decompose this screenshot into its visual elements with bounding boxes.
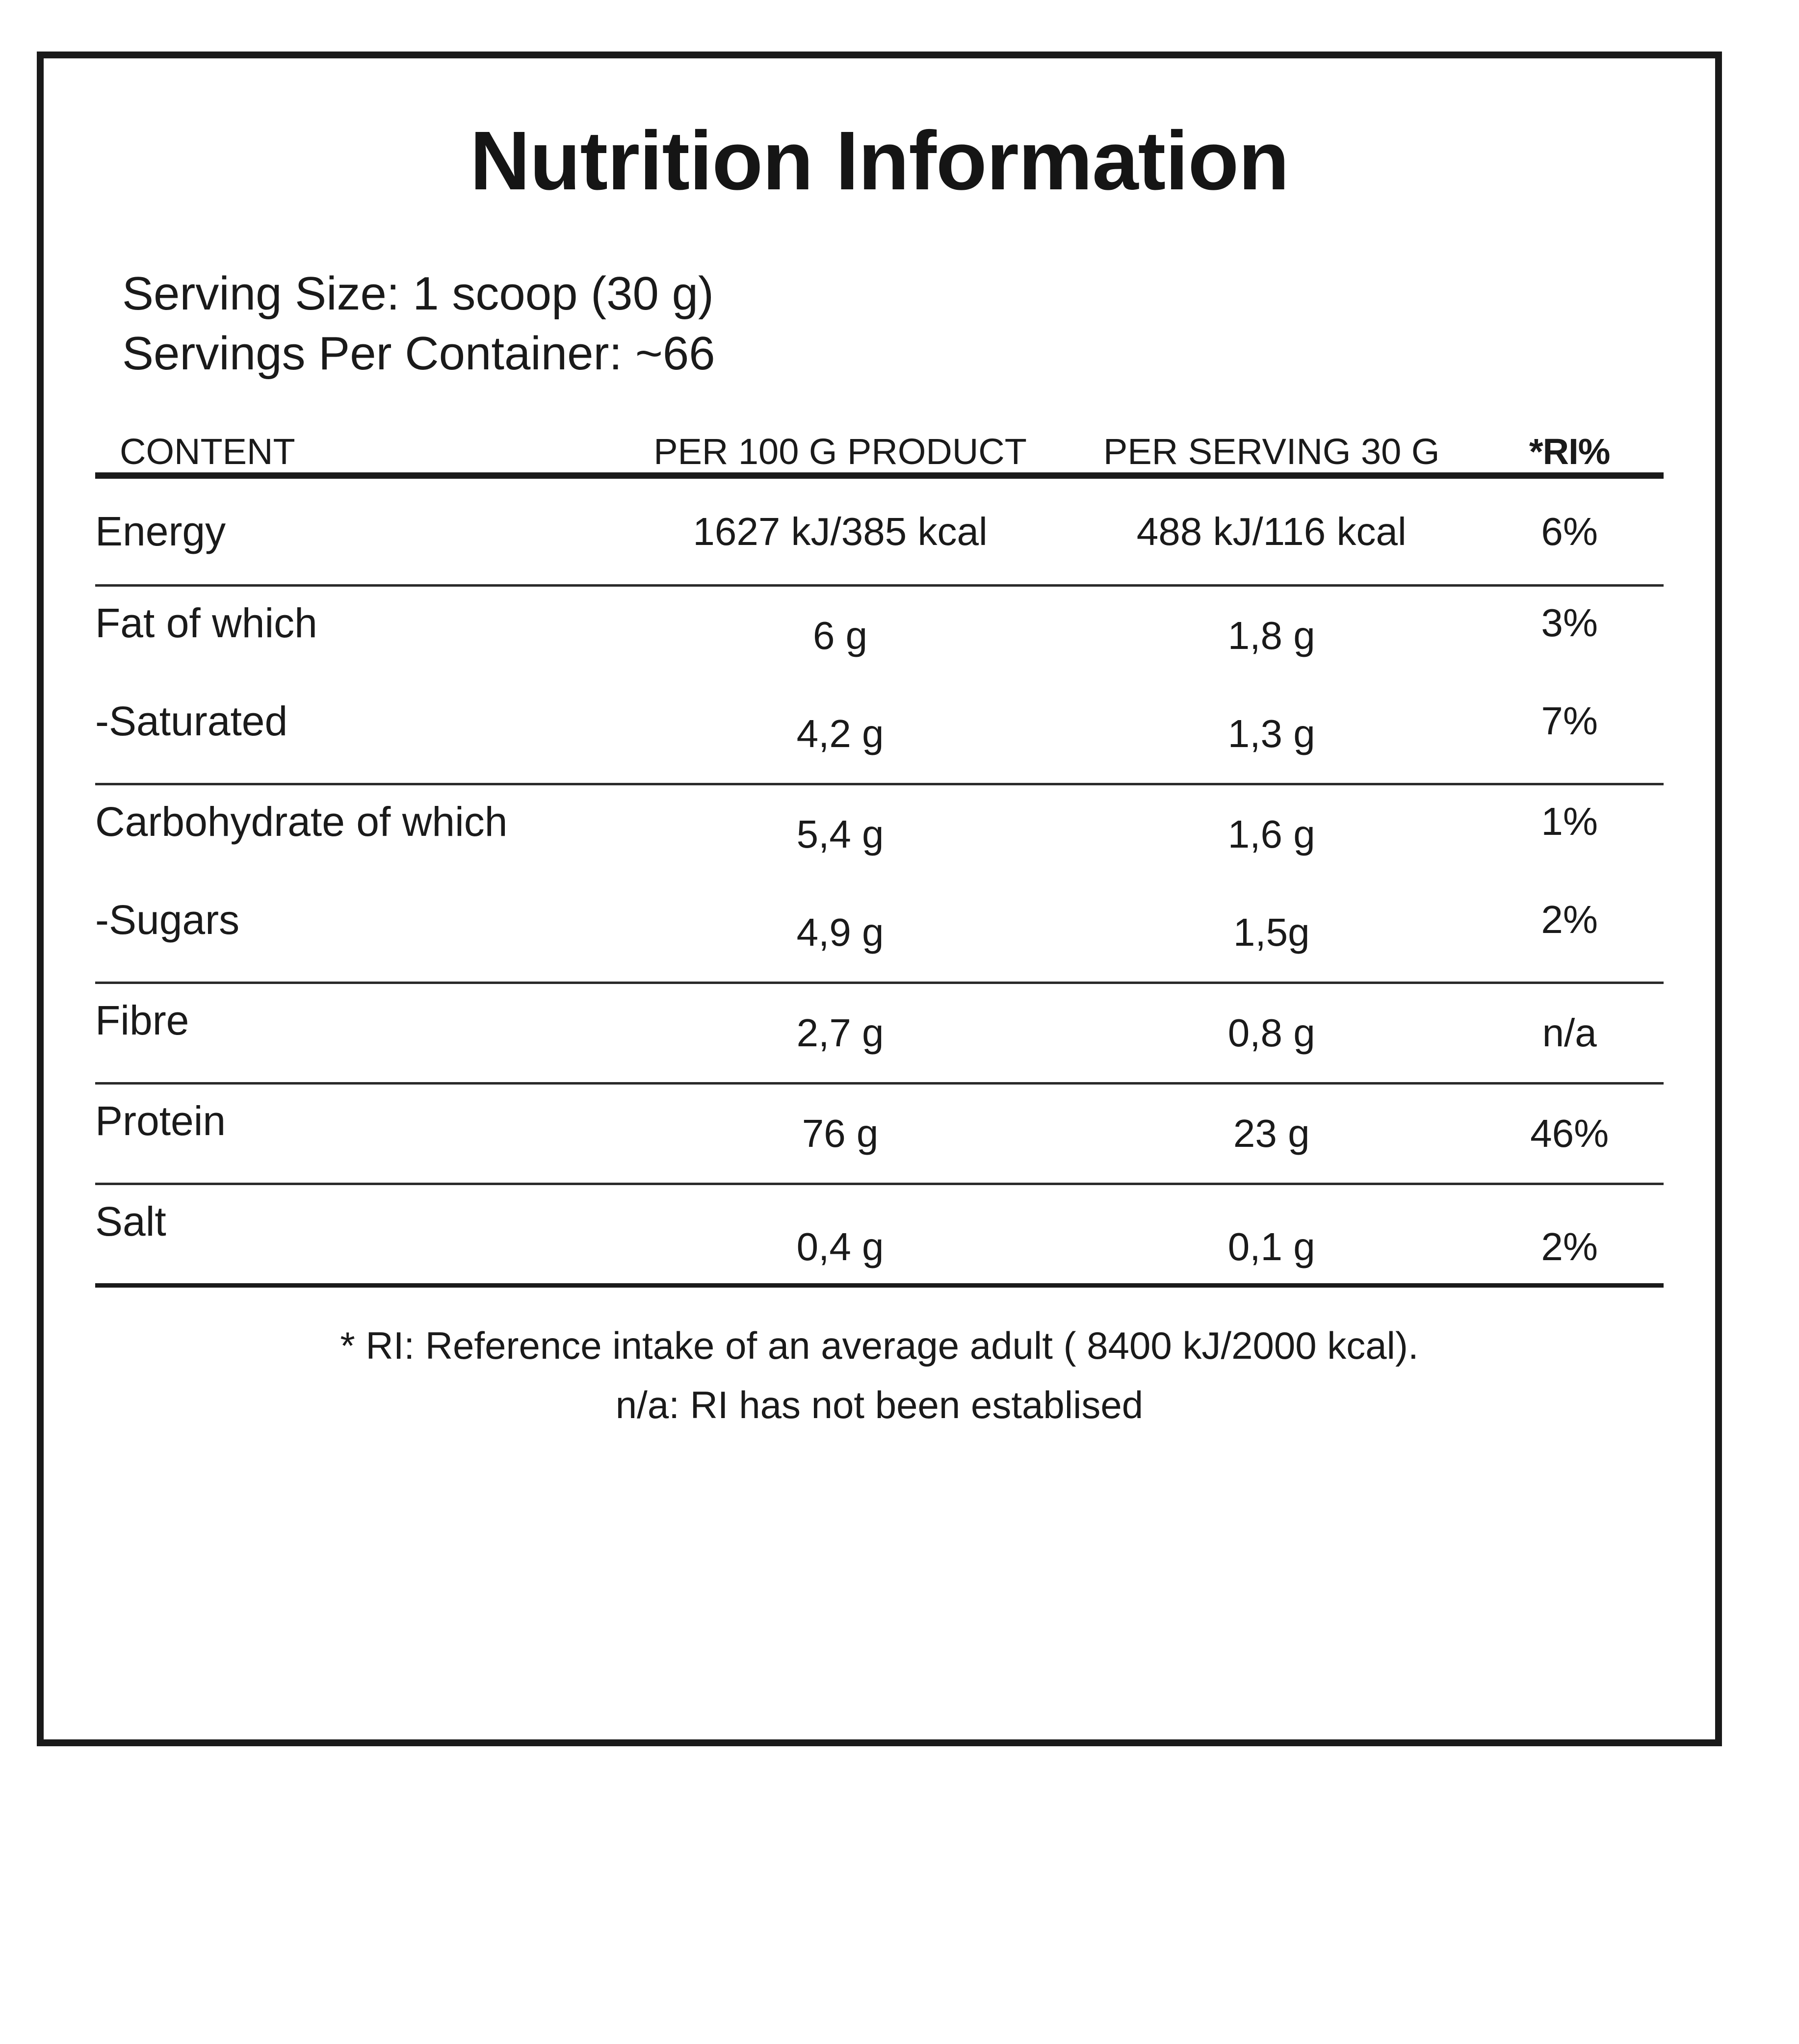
column-header-per-100g: PER 100 G PRODUCT	[653, 431, 1027, 472]
row-ri-protein: 46%	[1530, 1112, 1609, 1156]
row-ri-salt: 2%	[1541, 1225, 1598, 1269]
column-header-content: CONTENT	[120, 431, 295, 472]
table-header	[95, 431, 1664, 476]
page-title: Nutrition Information	[469, 114, 1289, 207]
row-ri-fat: 3%	[1541, 601, 1598, 645]
footnotes	[95, 1316, 1664, 1435]
footnote-ri: * RI: Reference intake of an average adult ( 8400 kJ/2000 kcal).	[340, 1324, 1419, 1368]
row-serving-salt: 0,1 g	[1227, 1225, 1315, 1269]
row-serving-saturated: 1,3 g	[1227, 712, 1315, 756]
row-per100-salt: 0,4 g	[796, 1225, 884, 1269]
row-label-fibre: Fibre	[95, 997, 189, 1043]
table-row	[95, 1084, 1664, 1184]
table-body	[95, 476, 1664, 1286]
row-per100-fibre: 2,7 g	[796, 1011, 884, 1055]
servings-per-container: Servings Per Container: ~66	[122, 327, 715, 380]
row-per100-protein: 76 g	[802, 1112, 879, 1156]
row-per100-carbohydrate: 5,4 g	[796, 812, 884, 856]
table-row	[95, 476, 1664, 586]
table-row	[95, 983, 1664, 1084]
table-row	[95, 685, 1664, 784]
row-ri-sugars: 2%	[1541, 898, 1598, 942]
row-per100-saturated: 4,2 g	[796, 712, 884, 756]
footnote-na: n/a: RI has not been establised	[615, 1383, 1144, 1427]
row-serving-fat: 1,8 g	[1227, 614, 1315, 658]
serving-info	[122, 264, 1664, 385]
row-serving-carbohydrate: 1,6 g	[1227, 812, 1315, 856]
row-label-sugars: -Sugars	[95, 896, 240, 943]
serving-size: Serving Size: 1 scoop (30 g)	[122, 267, 714, 320]
nutrition-table	[95, 431, 1664, 1288]
row-label-carbohydrate: Carbohydrate of which	[95, 798, 508, 845]
row-ri-energy: 6%	[1541, 509, 1598, 553]
row-label-saturated: -Saturated	[95, 698, 288, 744]
table-row	[95, 883, 1664, 983]
row-per100-fat: 6 g	[812, 614, 868, 658]
column-header-ri: *RI%	[1529, 431, 1610, 472]
row-serving-sugars: 1,5g	[1233, 910, 1310, 955]
row-label-fat: Fat of which	[95, 599, 317, 646]
row-ri-carbohydrate: 1%	[1541, 800, 1598, 844]
table-row	[95, 784, 1664, 884]
table-header-row	[95, 431, 1664, 476]
table-row	[95, 586, 1664, 685]
row-label-protein: Protein	[95, 1097, 226, 1144]
column-header-per-serving: PER SERVING 30 G	[1103, 431, 1440, 472]
row-per100-sugars: 4,9 g	[796, 910, 884, 955]
row-serving-protein: 23 g	[1233, 1112, 1310, 1156]
row-serving-energy: 488 kJ/116 kcal	[1136, 509, 1407, 553]
row-label-salt: Salt	[95, 1198, 166, 1244]
nutrition-information-panel	[37, 52, 1722, 1746]
table-row	[95, 1184, 1664, 1286]
row-label-energy: Energy	[95, 508, 226, 555]
row-ri-fibre: n/a	[1542, 1011, 1597, 1055]
nutrition-panel-inner	[44, 58, 1715, 1739]
row-ri-saturated: 7%	[1541, 699, 1598, 743]
row-serving-fibre: 0,8 g	[1227, 1011, 1315, 1055]
row-per100-energy: 1627 kJ/385 kcal	[693, 509, 988, 553]
